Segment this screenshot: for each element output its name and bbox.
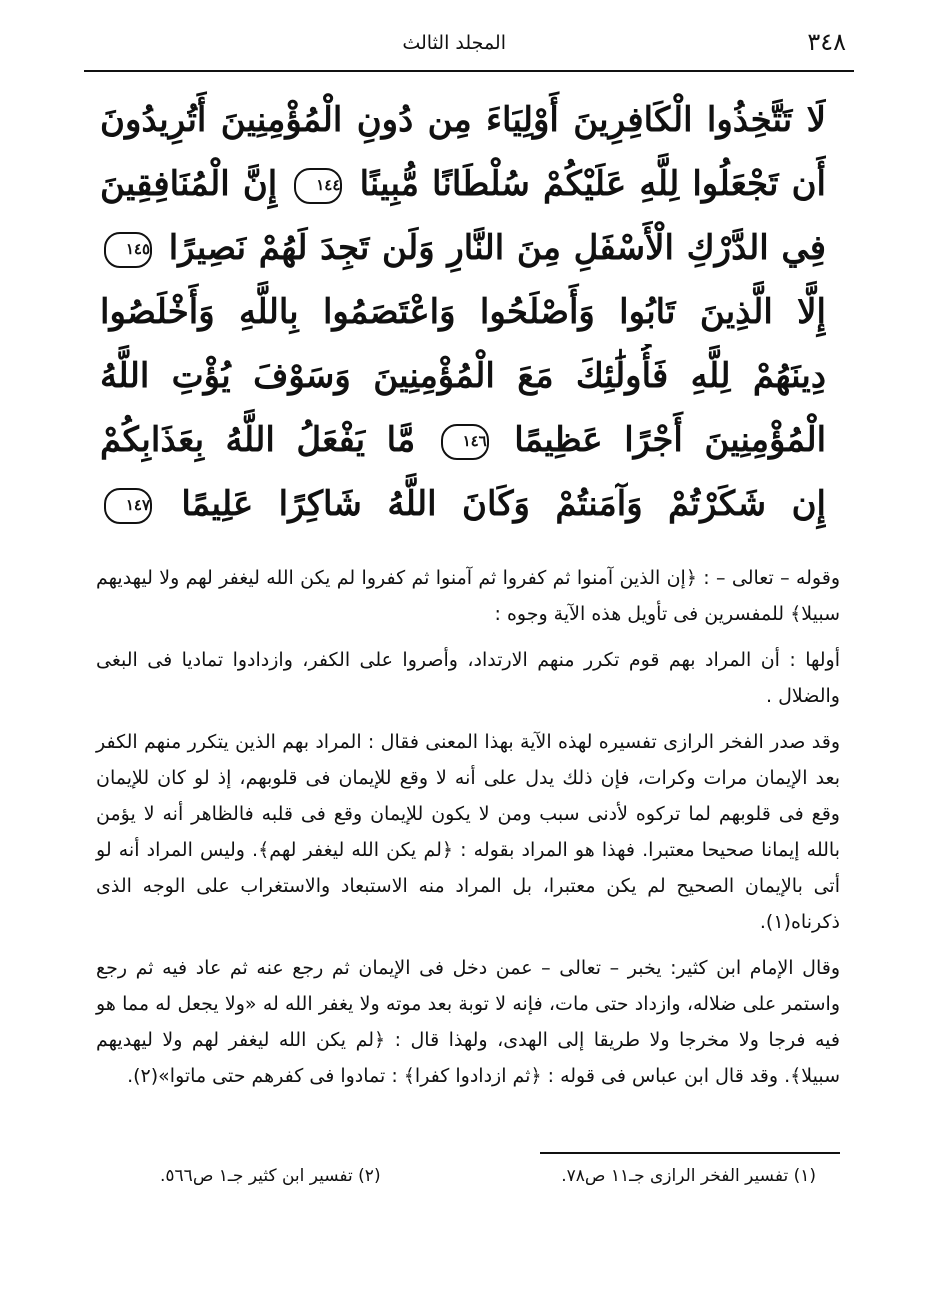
paragraph: وقد صدر الفخر الرازى تفسيره لهذه الآية بهذا المعنى فقال : المراد بهم الذين يتكرر منهم الكفر بعد الإيمان مرات وكرات، فإن ذلك يدل على أنه لا وقع للإيمان فى قلوبهم، إذ لو كان للإيمان وقع فى قلوبهم لما تركوه لأدنى سبب ومن لا يكون للإيمان وقع فى قلبه فالظاهر أنه لا يؤمن بالله إيمانا صحيحا معتبرا. فهذا هو المراد بقوله : ﴿لم يكن الله ليغفر لهم﴾. وليس المراد أنه لو أتى بالإيمان الصحيح لم يكن معتبرا، بل المراد منه الاستبعاد والاستغراب على الوجه الذى ذكرناه(١).: [96, 731, 840, 933]
page-number: ٣٤٨: [807, 28, 846, 56]
footnote: (٢) تفسير ابن كثير جـ١ ص٥٦٦.: [160, 1166, 381, 1186]
quran-line: [100, 88, 826, 152]
footnote-divider: [540, 1152, 840, 1154]
paragraph: وقوله – تعالى – : ﴿إن الذين آمنوا ثم كفروا ثم آمنوا ثم كفروا لم يكن الله ليغفر لهم ولا ليهديهم سبيلا﴾ للمفسرين فى تأويل هذه الآية وجوه :: [96, 567, 840, 625]
quran-line: [100, 280, 826, 344]
quran-line: [100, 344, 826, 408]
quran-line: [100, 216, 826, 280]
verse-text: أَن تَجْعَلُوا لِلَّهِ عَلَيْكُمْ سُلْطَانًا مُّبِينًا: [359, 164, 826, 204]
quran-verses: [100, 88, 826, 536]
header-divider: [84, 70, 854, 72]
paragraph: وقال الإمام ابن كثير: يخبر – تعالى – عمن دخل فى الإيمان ثم رجع عنه ثم عاد فيه ثم رجع واستمر على ضلاله، وازداد حتى مات، فإنه لا توبة بعد موته ولا يغفر الله له «ولا يجعل له مما هو فيه فرجا ولا مخرجا ولا طريقا إلى الهدى، ولهذا قال : ﴿لم يكن الله ليغفر لهم ولا ليهديهم سبيلا﴾. وقد قال ابن عباس فى قوله : ﴿ثم ازدادوا كفرا﴾ : تمادوا فى كفرهم حتى ماتوا»(٢).: [96, 957, 840, 1087]
verse-text: إِلَّا الَّذِينَ تَابُوا وَأَصْلَحُوا وَاعْتَصَمُوا بِاللَّهِ وَأَخْلَصُوا: [100, 292, 826, 332]
ayah-number-mark: ١٤٤: [294, 168, 342, 204]
quran-line: [100, 408, 826, 472]
verse-text: الْمُؤْمِنِينَ أَجْرًا عَظِيمًا: [514, 420, 826, 460]
commentary-text: [96, 560, 840, 1104]
ayah-number-mark: ١٤٦: [441, 424, 489, 460]
verse-text: إِنَّ الْمُنَافِقِينَ: [100, 164, 278, 204]
verse-text: دِينَهُمْ لِلَّهِ فَأُولَٰئِكَ مَعَ الْمُؤْمِنِينَ وَسَوْفَ يُؤْتِ اللَّهُ: [100, 356, 826, 396]
paragraph: أولها : أن المراد بهم قوم تكرر منهم الارتداد، وأصروا على الكفر، وازدادوا تماديا فى البغى والضلال .: [96, 649, 840, 707]
verse-text: فِي الدَّرْكِ الْأَسْفَلِ مِنَ النَّارِ وَلَن تَجِدَ لَهُمْ نَصِيرًا: [168, 228, 826, 268]
ayah-number-mark: ١٤٧: [104, 488, 152, 524]
quran-line: [100, 152, 826, 216]
footnotes: [160, 1166, 816, 1196]
verse-text: لَا تَتَّخِذُوا الْكَافِرِينَ أَوْلِيَاءَ مِن دُونِ الْمُؤْمِنِينَ أَتُرِيدُونَ: [100, 100, 826, 140]
quran-line: [100, 472, 826, 536]
verse-text: مَّا يَفْعَلُ اللَّهُ بِعَذَابِكُمْ: [100, 420, 416, 460]
ayah-number-mark: ١٤٥: [104, 232, 152, 268]
footnote: (١) تفسير الفخر الرازى جـ١١ ص٧٨.: [561, 1166, 816, 1186]
page-header: [88, 22, 846, 62]
volume-title: المجلد الثالث: [402, 32, 506, 54]
verse-text: إِن شَكَرْتُمْ وَآمَنتُمْ وَكَانَ اللَّهُ شَاكِرًا عَلِيمًا: [181, 484, 826, 524]
